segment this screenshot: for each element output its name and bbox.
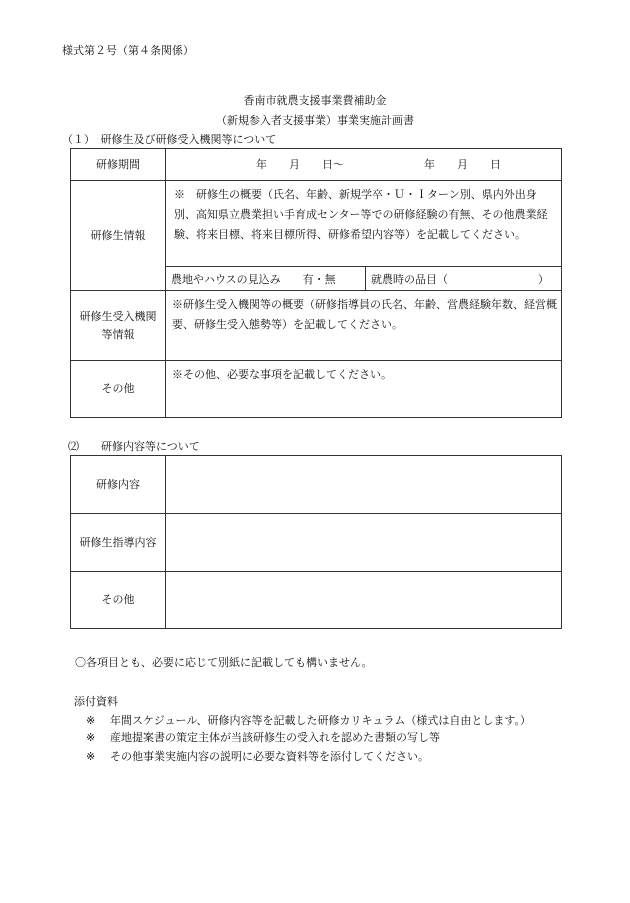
host-info-field[interactable] [166,291,562,361]
attachment-text: その他事業実施内容の説明に必要な資料等を添付してください。 [110,750,429,763]
host-info-instruction: ※研修生受入機関等の概要（研修指導員の氏名、年齢、営農経験年数、経営概要、研修生受入態勢等）を記載してください。 [172,298,557,331]
document-title: 香南市就農支援事業費補助金 [243,94,387,107]
trainee-guidance-field[interactable] [166,514,562,572]
note-text: 〇各項目とも、必要に応じて別紙に記載しても構いません。 [75,656,373,669]
crop-close: ） [538,272,549,286]
period-start: 年 月 日〜 [256,157,344,171]
attachments-heading: 添付資料 [74,695,118,708]
host-info-label-line1: 研修生受入機関 [79,309,157,323]
trainee-guidance-label: 研修生指導内容 [71,514,166,572]
section2-other-field[interactable] [166,572,562,629]
section2-heading: ⑵ 研修内容等について [68,440,200,453]
land-prospect-text: 農地やハウスの見込み 有・無 [171,272,336,286]
trainee-table [70,148,562,418]
attachment-item [86,748,429,764]
host-info-label-line2: 等情報 [101,327,135,341]
note-mark: ※ [86,750,96,763]
attachment-item [86,729,440,745]
other-field[interactable] [166,361,562,418]
other-label: その他 [71,361,166,418]
form-number: 様式第２号（第４条関係） [62,44,194,57]
training-content-table [70,455,562,629]
period-label: 研修期間 [71,149,166,181]
section2-other-label: その他 [71,572,166,629]
document-subtitle: （新規参入者支援事業）事業実施計画書 [216,114,414,127]
land-prospect-cell[interactable] [166,267,366,291]
host-info-label [71,291,166,361]
other-instruction: ※その他、必要な事項を記載してください。 [172,368,392,381]
note-mark: ※ [86,731,96,744]
period-field[interactable] [166,149,562,181]
period-end: 年 月 日 [424,157,501,171]
attachment-item [86,712,531,728]
training-content-field[interactable] [166,456,562,514]
training-content-label: 研修内容 [71,456,166,514]
attachment-text: 産地提案書の策定主体が当該研修生の受入れを認めた書類の写し等 [110,731,440,744]
crop-cell[interactable] [366,267,562,291]
attachment-text: 年間スケジュール、研修内容等を記載した研修カリキュラム（様式は自由とします。） [110,714,531,727]
trainee-info-instruction: ※ 研修生の概要（氏名、年齢、新規学卒・Ｕ・Ｉターン別、県内外出身別、高知県立農業担い手育成センター等での研修経験の有無、その他農業経験、将来目標、将来目標所得、研修希望内容等）を記載してください。 [174,188,548,241]
crop-label: 就農時の品目（ [371,272,448,286]
trainee-info-label: 研修生情報 [71,181,166,291]
note-mark: ※ [86,714,96,727]
section1-heading: （１） 研修生及び研修受入機関等について [62,133,277,146]
trainee-info-field[interactable] [166,181,562,267]
